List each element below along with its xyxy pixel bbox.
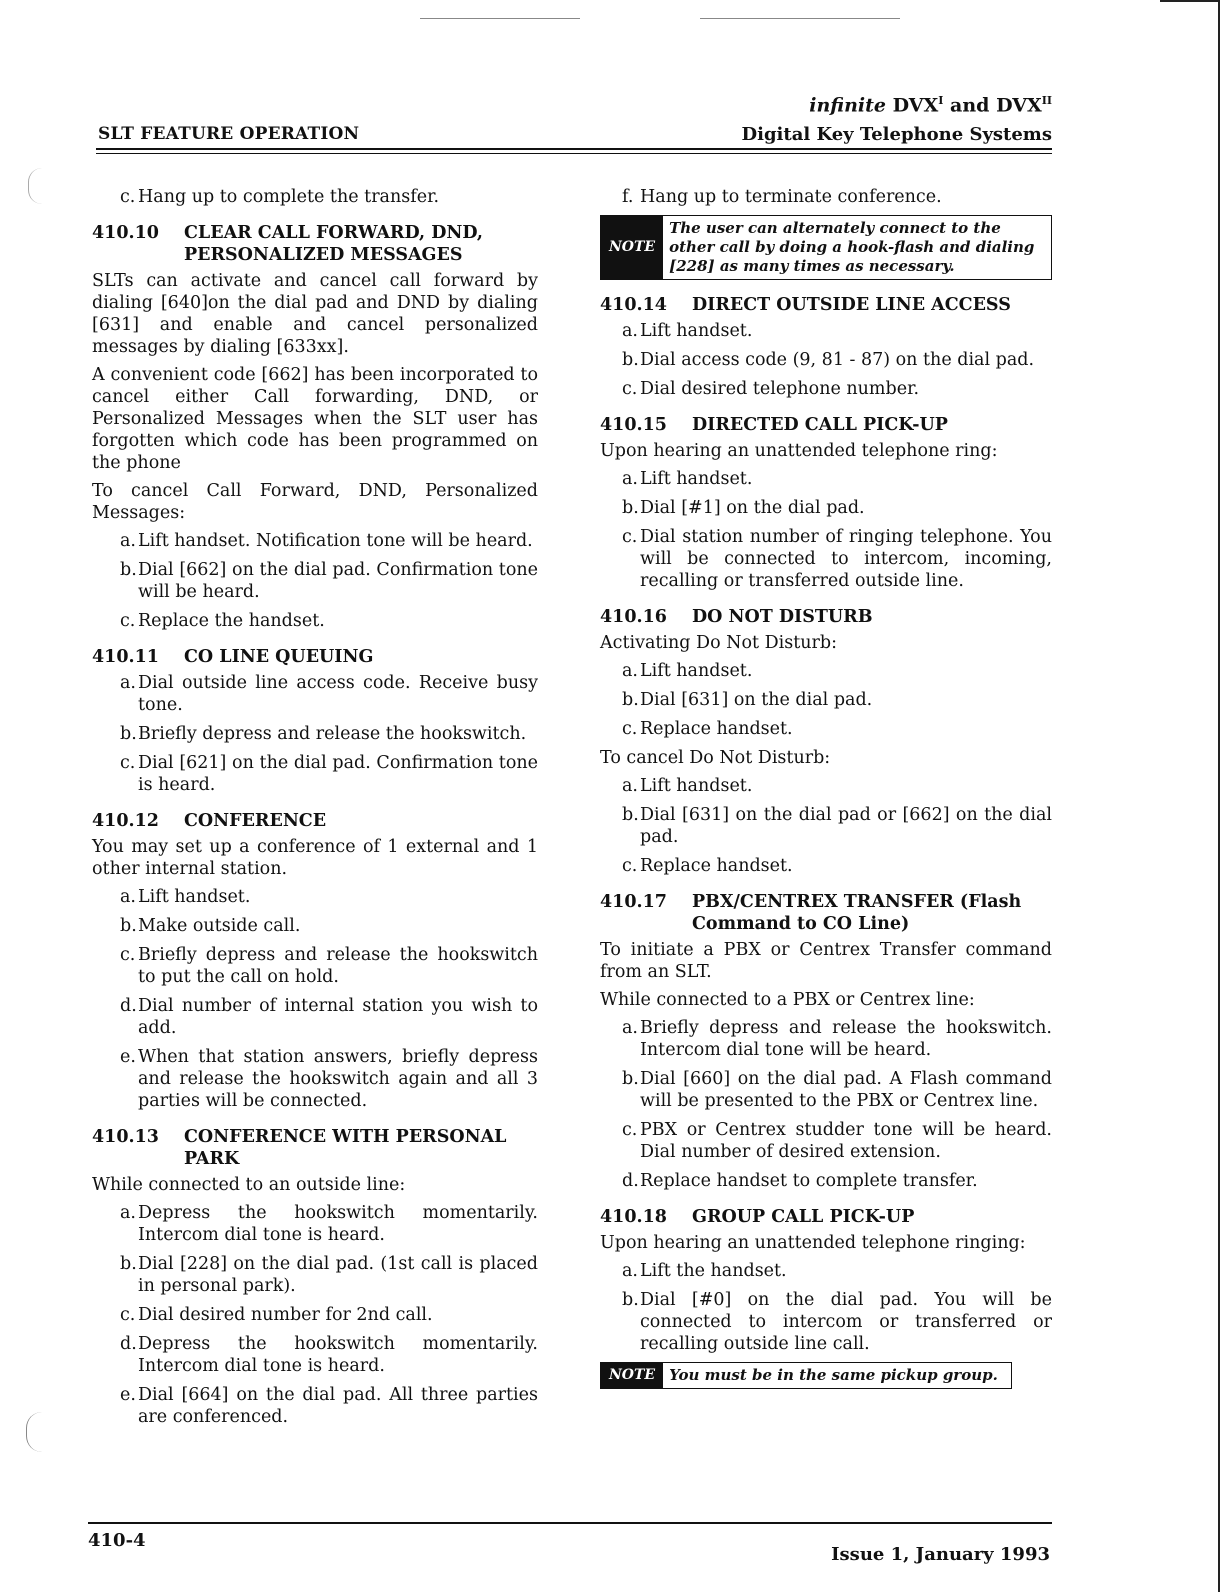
paragraph: A convenient code [662] has been incorporated to cancel either Call forwarding, DND, or Personalized Messages when the SLT user has forgotten which code has been programmed on the phone xyxy=(92,365,538,473)
list-item: b. Dial [631] on the dial pad or [662] on the dial pad. xyxy=(622,805,1052,847)
note-text: The user can alternately connect to the other call by doing a hook-flash and dialing [228] as many times as necessary. xyxy=(669,219,1035,275)
paragraph: To initiate a PBX or Centrex Transfer command from an SLT. xyxy=(600,940,1052,982)
section-heading-410-14: 410.14 DIRECT OUTSIDE LINE ACCESS xyxy=(600,295,1011,315)
note-label: NOTE xyxy=(601,216,663,279)
section-heading-410-10: 410.10 CLEAR CALL FORWARD, DND, PERSONALIZED MESSAGES xyxy=(92,223,484,265)
product-sup-2: II xyxy=(1041,94,1052,107)
section-heading-410-16: 410.16 DO NOT DISTURB xyxy=(600,607,873,627)
paragraph: While connected to a PBX or Centrex line: xyxy=(600,990,975,1010)
paragraph: To cancel Call Forward, DND, Personalized Messages: xyxy=(92,481,538,523)
left-column xyxy=(92,186,538,1435)
list-item: c. Replace the handset. xyxy=(120,611,325,631)
list-item: e. Dial [664] on the dial pad. All three parties are conferenced. xyxy=(120,1385,538,1427)
list-item: a. Lift handset. xyxy=(622,469,753,489)
paragraph: Upon hearing an unattended telephone ring: xyxy=(600,441,998,461)
issue-date: Issue 1, January 1993 xyxy=(831,1544,1050,1565)
section-heading-410-15: 410.15 DIRECTED CALL PICK-UP xyxy=(600,415,948,435)
paragraph: Activating Do Not Disturb: xyxy=(600,633,838,653)
paragraph: While connected to an outside line: xyxy=(92,1175,406,1195)
binding-hole-mark xyxy=(28,168,43,204)
list-item: c. PBX or Centrex studder tone will be heard. Dial number of desired extension. xyxy=(622,1120,1052,1162)
list-item: a. Lift handset. xyxy=(622,321,753,341)
page-number: 410-4 xyxy=(88,1530,146,1551)
list-item: d. Dial number of internal station you wish to add. xyxy=(120,996,538,1038)
list-item: c. Replace handset. xyxy=(622,719,793,739)
list-item: b. Dial access code (9, 81 - 87) on the dial pad. xyxy=(622,350,1035,370)
header-rule xyxy=(96,148,1052,150)
list-item: c. Hang up to complete the transfer. xyxy=(120,187,440,207)
list-item: d. Replace handset to complete transfer. xyxy=(622,1171,978,1191)
section-heading-410-18: 410.18 GROUP CALL PICK-UP xyxy=(600,1207,915,1227)
running-header-subtitle: Digital Key Telephone Systems xyxy=(741,124,1052,145)
list-item: e. When that station answers, briefly depress and release the hookswitch again and all 3 parties will be connected. xyxy=(120,1047,538,1111)
list-item: a. Briefly depress and release the hookswitch. Intercom dial tone will be heard. xyxy=(622,1018,1052,1060)
product-name-1: DVX xyxy=(892,94,939,117)
section-heading-410-17: 410.17 PBX/CENTREX TRANSFER (Flash Command to CO Line) xyxy=(600,892,1022,934)
note-box xyxy=(600,1362,1012,1389)
list-item: a. Depress the hookswitch momentarily. Intercom dial tone is heard. xyxy=(120,1203,538,1245)
note-box xyxy=(600,215,1052,280)
paragraph: To cancel Do Not Disturb: xyxy=(600,748,831,768)
list-item: c. Dial desired telephone number. xyxy=(622,379,920,399)
paragraph: SLTs can activate and cancel call forward by dialing [640]on the dial pad and DND by dialing [631] and enable and cancel personalized messages by dialing [633xx]. xyxy=(92,271,538,357)
list-item: c. Replace handset. xyxy=(622,856,793,876)
list-item: b. Make outside call. xyxy=(120,916,301,936)
section-heading-410-11: 410.11 CO LINE QUEUING xyxy=(92,647,374,667)
list-item: a. Lift the handset. xyxy=(622,1261,787,1281)
paragraph: Upon hearing an unattended telephone ringing: xyxy=(600,1233,1026,1253)
list-item: d. Depress the hookswitch momentarily. Intercom dial tone is heard. xyxy=(120,1334,538,1376)
running-header-left: SLT FEATURE OPERATION xyxy=(98,124,360,144)
list-item: b. Dial [660] on the dial pad. A Flash command will be presented to the PBX or Centrex line. xyxy=(622,1069,1052,1111)
product-sup-1: I xyxy=(938,94,944,107)
list-item: b. Dial [228] on the dial pad. (1st call is placed in personal park). xyxy=(120,1254,538,1296)
list-item: a. Dial outside line access code. Receive busy tone. xyxy=(120,673,538,715)
frame-right-edge xyxy=(1218,0,1220,1592)
list-item: a. Lift handset. Notification tone will be heard. xyxy=(120,531,533,551)
note-label: NOTE xyxy=(601,1363,663,1388)
list-item: a. Lift handset. xyxy=(120,887,251,907)
list-item: c. Briefly depress and release the hookswitch to put the call on hold. xyxy=(120,945,538,987)
brand-name: infinite xyxy=(809,94,886,117)
running-header-product xyxy=(552,94,1052,116)
list-item: b. Dial [#1] on the dial pad. xyxy=(622,498,865,518)
list-item: c. Dial desired number for 2nd call. xyxy=(120,1305,433,1325)
binding-hole-mark xyxy=(26,1412,43,1452)
note-text: You must be in the same pickup group. xyxy=(669,1366,998,1384)
product-name-2: and DVX xyxy=(950,94,1042,117)
paragraph: You may set up a conference of 1 external and 1 other internal station. xyxy=(92,837,538,879)
footer-rule xyxy=(88,1522,1052,1524)
section-heading-410-12: 410.12 CONFERENCE xyxy=(92,811,327,831)
list-item: a. Lift handset. xyxy=(622,661,753,681)
list-item: b. Dial [631] on the dial pad. xyxy=(622,690,873,710)
list-item: b. Dial [#0] on the dial pad. You will be connected to intercom or transferred or recalling outside line call. xyxy=(622,1290,1052,1354)
header-rule xyxy=(96,153,1052,154)
list-item: b. Briefly depress and release the hookswitch. xyxy=(120,724,527,744)
scan-mark xyxy=(700,18,900,19)
frame-top-edge xyxy=(1160,0,1220,2)
list-item: b. Dial [662] on the dial pad. Confirmation tone will be heard. xyxy=(120,560,538,602)
list-item: f. Hang up to terminate conference. xyxy=(622,187,942,207)
scan-mark xyxy=(420,18,580,19)
right-column xyxy=(600,186,1052,1399)
list-item: c. Dial station number of ringing telephone. You will be connected to intercom, incoming, recalling or transferred outside line. xyxy=(622,527,1052,591)
section-heading-410-13: 410.13 CONFERENCE WITH PERSONAL PARK xyxy=(92,1127,507,1169)
list-item: a. Lift handset. xyxy=(622,776,753,796)
list-item: c. Dial [621] on the dial pad. Confirmation tone is heard. xyxy=(120,753,538,795)
